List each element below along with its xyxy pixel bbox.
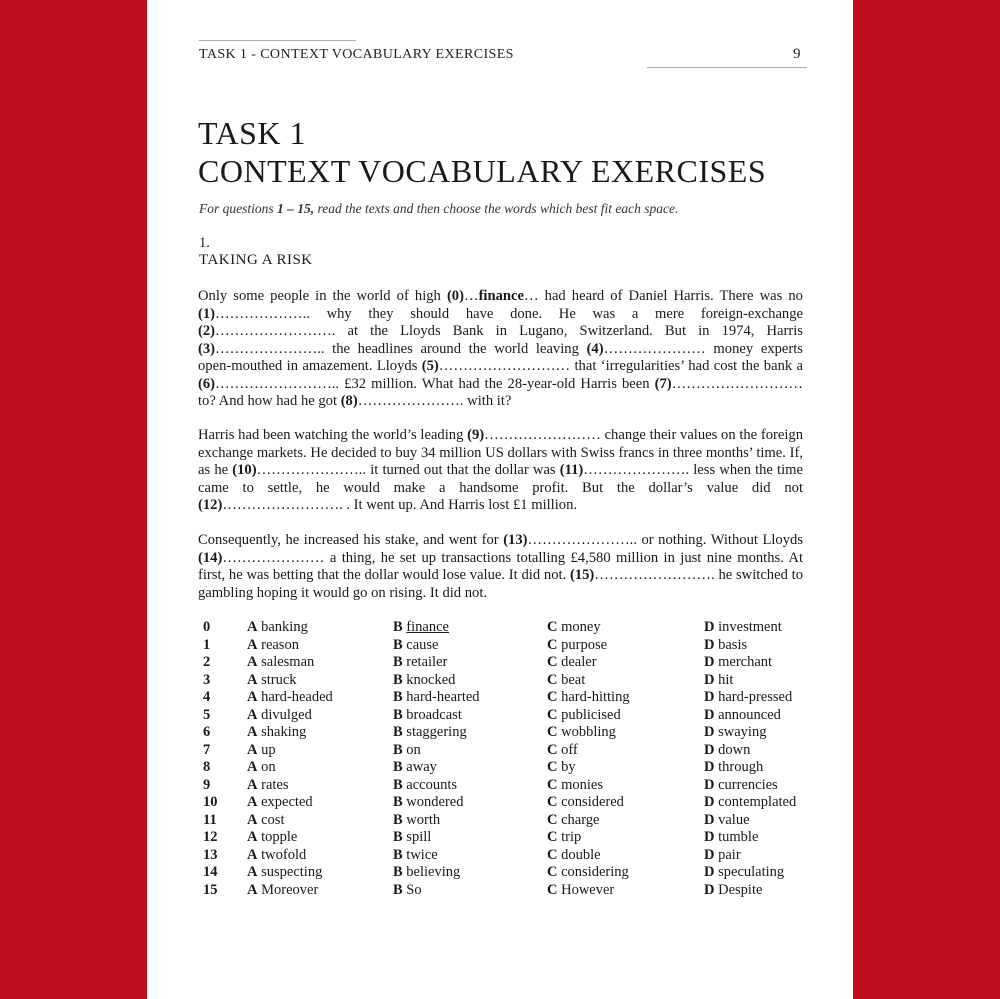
- option-letter: A: [247, 706, 258, 723]
- text-number: 1.: [199, 235, 210, 251]
- question-number: 11: [203, 811, 217, 828]
- passage-paragraph-2: [198, 427, 803, 515]
- option-a: [247, 742, 393, 760]
- option-word: monies: [561, 776, 603, 793]
- option-d: [704, 689, 809, 707]
- option-letter: C: [547, 759, 558, 775]
- passage-bold-run: (9): [467, 427, 485, 443]
- option-row: [199, 672, 809, 690]
- option-word: off: [561, 741, 578, 758]
- option-b: [393, 777, 547, 795]
- option-word: up: [261, 741, 276, 758]
- option-word: banking: [261, 619, 308, 635]
- option-letter: D: [704, 689, 715, 705]
- option-letter: C: [547, 654, 558, 670]
- passage-bold-run: (8): [340, 393, 358, 409]
- options-table-body: [199, 619, 809, 899]
- option-word: away: [406, 759, 437, 775]
- instructions-pre: For questions: [199, 201, 278, 216]
- option-c: [547, 672, 704, 690]
- option-word: money: [561, 619, 601, 635]
- question-number: 15: [203, 881, 218, 898]
- question-number: 2: [203, 654, 211, 670]
- option-word: through: [718, 759, 764, 775]
- option-letter: A: [247, 689, 258, 705]
- option-c: [547, 707, 704, 725]
- question-number: 4: [203, 689, 211, 705]
- option-letter: B: [393, 741, 403, 758]
- passage-text-run: ………………… money experts open-mouthed in amazement. Lloyds: [198, 340, 803, 374]
- option-letter: C: [547, 671, 558, 688]
- option-a: [247, 672, 393, 690]
- option-word: cause: [406, 636, 439, 653]
- option-word: swaying: [718, 724, 767, 740]
- option-word: twice: [406, 846, 438, 863]
- option-row: [199, 689, 809, 707]
- option-letter: C: [547, 741, 558, 758]
- option-letter: C: [547, 636, 558, 653]
- option-letter: C: [547, 689, 558, 705]
- option-letter: B: [393, 619, 403, 635]
- option-letter: A: [247, 759, 258, 775]
- option-a: [247, 794, 393, 812]
- option-letter: D: [704, 654, 715, 670]
- option-letter: D: [704, 794, 715, 810]
- question-number: 1: [203, 636, 211, 653]
- option-letter: C: [547, 829, 558, 845]
- passage-bold-run: (4): [586, 340, 604, 357]
- option-d: [704, 707, 809, 725]
- option-word: divulged: [261, 706, 312, 723]
- option-letter: A: [247, 864, 258, 880]
- option-row: [199, 742, 809, 760]
- option-word: shaking: [261, 724, 307, 740]
- option-word: down: [718, 741, 751, 758]
- instructions: [199, 201, 678, 217]
- option-letter: B: [393, 706, 403, 723]
- book-page: [147, 0, 853, 999]
- option-c: [547, 759, 704, 777]
- passage-text-run: ……………….. why they should have done. He was a mere foreign-exchange: [215, 305, 803, 322]
- passage-paragraph-3: [198, 532, 803, 602]
- option-letter: D: [704, 724, 715, 740]
- option-word: rates: [261, 776, 289, 793]
- passage-bold-run: finance: [478, 288, 524, 304]
- option-row: [199, 724, 809, 742]
- option-word: salesman: [261, 654, 315, 670]
- option-word: purpose: [561, 636, 608, 653]
- option-word: trip: [561, 829, 582, 845]
- option-a: [247, 759, 393, 777]
- passage-bold-run: (14): [198, 549, 223, 566]
- option-b: [393, 794, 547, 812]
- option-word: on: [261, 759, 276, 775]
- option-word: retailer: [406, 654, 448, 670]
- option-b: [393, 864, 547, 882]
- passage-text-run: …………………… change their values on the foreign exchange markets. He decided to buy 34 million US dollars with Swiss francs in three months’ time. If, as he: [198, 427, 803, 478]
- passage-bold-run: (3): [198, 340, 216, 357]
- option-letter: D: [704, 636, 715, 653]
- option-letter: C: [547, 776, 558, 793]
- passage-text-run: ……………………. he switched to gambling hoping it would go on rising. It did not.: [198, 567, 803, 601]
- option-d: [704, 742, 809, 760]
- option-c: [547, 742, 704, 760]
- option-word: contemplated: [718, 794, 797, 810]
- passage-bold-run: (5): [421, 358, 439, 374]
- question-number: 3: [203, 671, 211, 688]
- option-word: beat: [561, 671, 586, 688]
- option-word: dealer: [561, 654, 597, 670]
- passage-text-run: Consequently, he increased his stake, and went for: [198, 532, 504, 548]
- passage-text-run: ………………….. or nothing. Without Lloyds: [527, 532, 804, 548]
- passage-text-run: …………………. with it?: [357, 393, 512, 409]
- option-letter: B: [393, 776, 403, 793]
- option-letter: D: [704, 881, 715, 898]
- option-word: However: [561, 881, 615, 898]
- question-number: 8: [203, 759, 211, 775]
- option-word: broadcast: [406, 706, 462, 723]
- passage-text-run: …………………. less when the time came to settle, he would make a handsome profit. But the dollar’s value did not: [198, 462, 803, 496]
- header-rule-left: [199, 40, 356, 41]
- option-a: [247, 637, 393, 655]
- option-letter: D: [704, 759, 715, 775]
- option-row: [199, 847, 809, 865]
- option-a: [247, 829, 393, 847]
- passage-text-run: …: [463, 288, 479, 304]
- option-b: [393, 812, 547, 830]
- option-word: wondered: [406, 794, 464, 810]
- option-word: pair: [718, 846, 741, 863]
- option-letter: C: [547, 811, 558, 828]
- option-row: [199, 794, 809, 812]
- passage-bold-run: (15): [569, 567, 595, 583]
- option-c: [547, 724, 704, 742]
- option-letter: B: [393, 671, 403, 688]
- option-letter: B: [393, 759, 403, 775]
- option-c: [547, 654, 704, 672]
- option-letter: B: [393, 794, 403, 810]
- option-word: hit: [718, 671, 734, 688]
- option-d: [704, 864, 809, 882]
- option-word: cost: [261, 811, 285, 828]
- option-word: Moreover: [261, 881, 319, 898]
- option-letter: D: [704, 776, 715, 793]
- option-c: [547, 847, 704, 865]
- option-d: [704, 829, 809, 847]
- option-d: [704, 637, 809, 655]
- option-d: [704, 777, 809, 795]
- option-letter: A: [247, 724, 258, 740]
- option-letter: D: [704, 846, 715, 863]
- option-b: [393, 882, 547, 900]
- option-d: [704, 619, 809, 637]
- passage-bold-run: (10): [232, 462, 257, 478]
- option-word: accounts: [406, 776, 458, 793]
- passage-text-run: ……………………. . It went up. And Harris lost £1 million.: [222, 497, 578, 513]
- passage-text-run: … had heard of Daniel Harris. There was no: [523, 288, 803, 304]
- option-word: value: [718, 811, 750, 828]
- page-number: 9: [793, 46, 801, 62]
- option-letter: D: [704, 619, 715, 635]
- option-letter: B: [393, 811, 403, 828]
- option-d: [704, 882, 809, 900]
- option-row: [199, 619, 809, 637]
- passage-bold-run: (0): [446, 288, 464, 304]
- options-table: [199, 619, 809, 899]
- option-d: [704, 812, 809, 830]
- passage-text-run: Only some people in the world of high: [198, 288, 447, 304]
- option-a: [247, 619, 393, 637]
- option-letter: A: [247, 846, 258, 863]
- option-word: worth: [406, 811, 441, 828]
- option-letter: B: [393, 829, 403, 845]
- option-c: [547, 829, 704, 847]
- option-c: [547, 882, 704, 900]
- instructions-post: read the texts and then choose the words which best fit each space.: [314, 201, 679, 216]
- option-letter: B: [393, 654, 403, 670]
- option-d: [704, 759, 809, 777]
- option-d: [704, 654, 809, 672]
- option-word: investment: [718, 619, 782, 635]
- option-word: merchant: [718, 654, 773, 670]
- option-b: [393, 689, 547, 707]
- option-word: double: [561, 846, 601, 863]
- option-letter: A: [247, 619, 258, 635]
- option-word: speculating: [718, 864, 785, 880]
- option-row: [199, 759, 809, 777]
- option-letter: D: [704, 811, 715, 828]
- option-letter: A: [247, 741, 258, 758]
- running-header: TASK 1 - CONTEXT VOCABULARY EXERCISES: [199, 47, 514, 62]
- option-word: tumble: [718, 829, 759, 845]
- page-title: [198, 114, 766, 190]
- passage-text-run: ………………… a thing, he set up transactions totalling £4,580 million in just nine months. At first, he was betting that the dollar would lose value. It did not.: [198, 549, 803, 583]
- option-row: [199, 777, 809, 795]
- option-a: [247, 777, 393, 795]
- option-word: struck: [261, 671, 297, 688]
- option-c: [547, 864, 704, 882]
- option-word: staggering: [406, 724, 467, 740]
- option-word: spill: [406, 829, 432, 845]
- title-line-2: CONTEXT VOCABULARY EXERCISES: [198, 153, 767, 189]
- option-letter: C: [547, 864, 558, 880]
- option-word: hard-hearted: [406, 689, 480, 705]
- question-number: 10: [203, 794, 218, 810]
- option-word: by: [561, 759, 576, 775]
- option-letter: A: [247, 776, 258, 793]
- option-row: [199, 637, 809, 655]
- passage-bold-run: (2): [198, 323, 216, 339]
- option-b: [393, 829, 547, 847]
- option-word: hard-pressed: [718, 689, 793, 705]
- option-letter: B: [393, 846, 403, 863]
- passage-text-run: ………………….. the headlines around the world leaving: [215, 340, 587, 357]
- option-word: knocked: [406, 671, 456, 688]
- question-number: 13: [203, 846, 218, 863]
- option-row: [199, 864, 809, 882]
- option-a: [247, 882, 393, 900]
- question-number: 5: [203, 706, 211, 723]
- option-word: basis: [718, 636, 748, 653]
- option-word: currencies: [718, 776, 778, 793]
- option-c: [547, 637, 704, 655]
- option-word: So: [406, 881, 422, 898]
- passage-paragraph-1: [198, 288, 803, 411]
- question-number: 7: [203, 741, 211, 758]
- option-word: believing: [406, 864, 461, 880]
- option-letter: C: [547, 881, 558, 898]
- option-letter: D: [704, 741, 715, 758]
- passage-text-run: ……………………… to? And how had he got: [198, 375, 803, 409]
- option-c: [547, 794, 704, 812]
- option-letter: B: [393, 636, 403, 653]
- option-letter: C: [547, 706, 558, 723]
- option-word: charge: [561, 811, 600, 828]
- option-word: topple: [261, 829, 298, 845]
- passage-bold-run: (6): [198, 375, 216, 392]
- option-row: [199, 812, 809, 830]
- option-b: [393, 847, 547, 865]
- passage-text-run: …………………….. £32 million. What had the 28-year-old Harris been: [215, 375, 655, 392]
- option-b: [393, 672, 547, 690]
- option-letter: D: [704, 864, 715, 880]
- option-a: [247, 864, 393, 882]
- option-letter: A: [247, 881, 258, 898]
- option-d: [704, 794, 809, 812]
- option-letter: B: [393, 724, 403, 740]
- passage-text-run: ………………….. it turned out that the dollar was: [256, 462, 560, 478]
- option-word: announced: [718, 706, 781, 723]
- option-d: [704, 847, 809, 865]
- option-word: finance: [406, 619, 449, 635]
- option-b: [393, 759, 547, 777]
- option-letter: A: [247, 794, 258, 810]
- option-c: [547, 812, 704, 830]
- question-number: 9: [203, 776, 211, 793]
- option-a: [247, 707, 393, 725]
- option-row: [199, 707, 809, 725]
- option-c: [547, 689, 704, 707]
- option-word: suspecting: [261, 864, 323, 880]
- option-b: [393, 654, 547, 672]
- passage-bold-run: (7): [654, 375, 672, 392]
- question-number: 12: [203, 829, 218, 845]
- option-letter: A: [247, 829, 258, 845]
- header-rule-right: [647, 67, 807, 68]
- option-letter: A: [247, 636, 258, 653]
- option-word: on: [406, 741, 421, 758]
- option-word: twofold: [261, 846, 307, 863]
- option-word: reason: [261, 636, 299, 653]
- option-letter: D: [704, 706, 715, 723]
- option-word: wobbling: [561, 724, 616, 740]
- passage-bold-run: (13): [503, 532, 528, 548]
- option-row: [199, 882, 809, 900]
- option-letter: D: [704, 829, 715, 845]
- option-word: hard-headed: [261, 689, 333, 705]
- option-c: [547, 619, 704, 637]
- option-word: considered: [561, 794, 624, 810]
- text-title: TAKING A RISK: [199, 252, 313, 268]
- option-a: [247, 724, 393, 742]
- option-letter: B: [393, 689, 403, 705]
- option-letter: C: [547, 794, 558, 810]
- option-word: publicised: [561, 706, 621, 723]
- option-a: [247, 654, 393, 672]
- instructions-range: 1 – 15,: [277, 201, 315, 216]
- passage-text-run: ……………………. at the Lloyds Bank in Lugano, Switzerland. But in 1974, Harris: [215, 323, 803, 339]
- option-letter: D: [704, 671, 715, 688]
- option-letter: C: [547, 619, 558, 635]
- option-a: [247, 847, 393, 865]
- passage-bold-run: (12): [198, 497, 223, 513]
- option-row: [199, 654, 809, 672]
- option-a: [247, 689, 393, 707]
- option-row: [199, 829, 809, 847]
- passage-bold-run: (1): [198, 305, 216, 322]
- question-number: 14: [203, 864, 218, 880]
- title-line-1: TASK 1: [198, 115, 306, 151]
- option-b: [393, 619, 547, 637]
- option-word: expected: [261, 794, 313, 810]
- option-b: [393, 637, 547, 655]
- passage-text-run: Harris had been watching the world’s leading: [198, 427, 468, 443]
- option-letter: A: [247, 654, 258, 670]
- option-d: [704, 724, 809, 742]
- option-b: [393, 707, 547, 725]
- passage-text-run: ……………………… that ‘irregularities’ had cost the bank a: [438, 358, 804, 374]
- option-letter: B: [393, 881, 403, 898]
- option-b: [393, 742, 547, 760]
- option-letter: C: [547, 846, 558, 863]
- option-word: hard-hitting: [561, 689, 630, 705]
- option-word: considering: [561, 864, 629, 880]
- option-d: [704, 672, 809, 690]
- option-letter: C: [547, 724, 558, 740]
- option-a: [247, 812, 393, 830]
- question-number: 0: [203, 619, 211, 635]
- option-letter: B: [393, 864, 403, 880]
- question-number: 6: [203, 724, 211, 740]
- option-b: [393, 724, 547, 742]
- passage-bold-run: (11): [559, 462, 584, 478]
- option-c: [547, 777, 704, 795]
- option-letter: A: [247, 671, 258, 688]
- option-letter: A: [247, 811, 258, 828]
- option-word: Despite: [718, 881, 763, 898]
